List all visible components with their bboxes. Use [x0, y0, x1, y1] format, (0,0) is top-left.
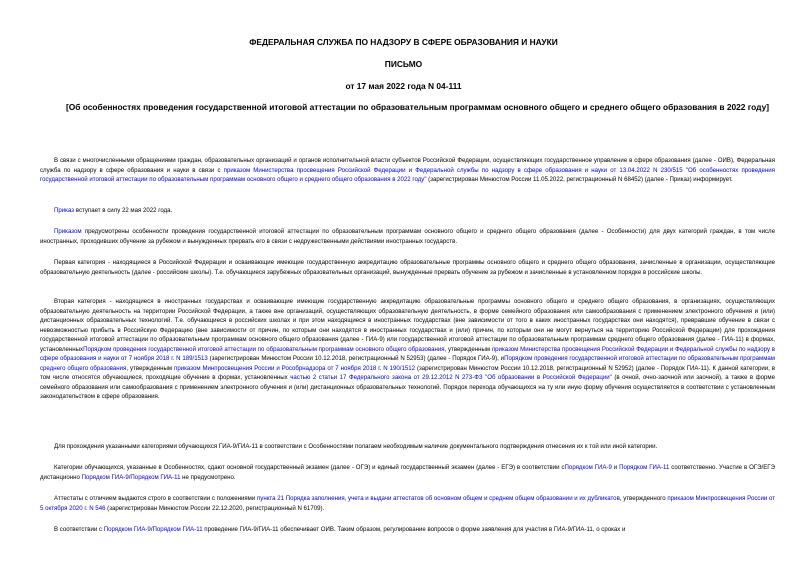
order-230-515-link[interactable]: приказом Министерства просвещения Российской Федерации и Федеральной службы по надзору в сфере образования и науки от 13.04.2022 N 230/515 "Об особенностях проведения государственной итоговой аттестации по образовательным программам основного общего и среднего общего образования в 2022 году" — [40, 166, 775, 183]
document-date-number: от 17 мая 2022 года N 04-111 — [345, 81, 462, 91]
paragraph-1 — [40, 156, 775, 185]
agency-heading: ФЕДЕРАЛЬНАЯ СЛУЖБА ПО НАДЗОРУ В СФЕРЕ ОБРАЗОВАНИЯ И НАУКИ — [249, 37, 558, 47]
paragraph-4 — [40, 258, 775, 277]
paragraph-text: (зарегистрирован Минюстом России 11.05.2022, регистрационный N 68452) (далее - Приказ) информирует. — [426, 176, 733, 183]
paragraph-9 — [40, 525, 775, 535]
procedure-gia9-link[interactable]: Порядком ГИА-9 — [103, 526, 151, 533]
paragraph-text: , утвержденным — [444, 345, 492, 353]
order-546-link[interactable]: приказом Минпросвещения России от 5 октября 2020 г. N 546 — [40, 495, 775, 512]
paragraph-8 — [40, 494, 775, 513]
paragraph-3 — [40, 227, 775, 246]
paragraph-text: вступает в силу 22 мая 2022 года. — [74, 207, 173, 214]
paragraph-text: В связи с многочисленными обращениями граждан, образовательных организаций и органов исполнительной власти субъектов Российской Федерации, осуществляющих государственное управление в сфере образования (далее - ОИВ), Федеральная служба по надзору в сфере образования и науки в связи с — [40, 157, 775, 174]
paragraph-text: (зарегистрирован Минюстом России 10.12.2018, регистрационный N 52953) (далее - Порядок ГИА-9), и — [207, 355, 505, 362]
paragraph-text: / — [128, 473, 131, 481]
procedure-gia9-link[interactable]: Порядком ГИА-9 — [564, 464, 612, 471]
paragraph-text: (зарегистрирован Минюстом России 22.12.2020, регистрационный N 61709). — [105, 504, 325, 512]
paragraph-text: , утвержденного — [619, 495, 668, 502]
paragraph-text: предусмотрены особенности проведения государственной итоговой аттестации по образовательным программам основного общего и среднего общего образования (далее - Особенности) для двух категорий граждан, в том числе иностранных, проходивших обучение за рубежом и вынужденных прервать его в связи с недружественными действиями иностранных государств. — [40, 228, 775, 245]
procedure-gia11-link[interactable]: Порядком ГИА-11 — [152, 526, 203, 533]
procedure-gia11-link[interactable]: Порядком проведения государственной итоговой аттестации по образовательным программам среднего общего образования — [40, 355, 775, 372]
paragraph-text: (в очной, очно-заочной или заочной), а также в форме семейного образования или самообразования с применением электронного обучения и (или) дистанционных образовательных технологий. Порядок перехода обучающихся на ту или иную форму обучения осуществляется в соответствии с установленным законодательством в сфере образования. — [40, 374, 775, 400]
paragraph-text: Первая категория - находящиеся в Российской Федерации и осваивающие имеющие государственную аккредитацию образовательные программы основного общего и среднего общего образования, зачисленные в организации, осуществляющие образовательную деятельность (далее - российские школы). Т.е. обучающиеся зарубежных образовательных организаций, вынужденные прервать обучение за рубежом и зачисленные в установленном порядке в российские школы. — [40, 259, 775, 276]
order-190-1512-link[interactable]: приказом Минпросвещения России и Рособрнадзора от 7 ноября 2018 г. N 190/1512 — [174, 364, 416, 372]
document-title: [Об особенностях проведения государственной итоговой аттестации по образовательным программам основного общего и среднего общего образования в 2022 году] — [65, 102, 770, 112]
paragraph-text: соответственно. Участие в ОГЭ/ЕГЭ дистанционно — [40, 464, 775, 481]
procedure-gia9-link[interactable]: Порядком проведения государственной итоговой аттестации по образовательным программам основного общего образования — [83, 345, 445, 353]
paragraph-5 — [40, 297, 775, 402]
paragraph-6 — [40, 442, 775, 452]
paragraph-7 — [40, 463, 775, 482]
order-189-1513-link[interactable]: приказом Министерства просвещения Российской Федерации и Федеральной службы по надзору в сфере образования и науки от 7 ноября 2018 г. N 189/1513 — [40, 345, 775, 362]
procedure-gia11-link[interactable]: Порядком ГИА-11 — [619, 464, 670, 471]
paragraph-text: Для прохождения указанными категориями обучающихся ГИА-9/ГИА-11 в соответствии с Особенностями полагаем необходимым наличие документального подтверждения отнесения их к той или иной категории. — [54, 443, 658, 450]
paragraph-text: Вторая категория - находящиеся в иностранных государствах и осваивающие имеющие государственную аккредитацию образовательные программы основного общего и среднего общего образования, в организациях, осуществляющих образовательную деятельность на территории Российской Федерации, а также вне организаций, осуществляющих образовательную деятельность, в форме семейного образования или самообразования с применением электронного обучения и (или) дистанционных образовательных технологий. Т.е. обучающиеся в российских школах и при этом находящиеся в иностранных государствах (вне зависимости от того в каких иностранных государствах они находятся), превравшие обучение в связи с невозможностью прибыть в Российскую Федерацию (вне зависимости от причин, по которым они находятся в иностранных государствах и (или) причин, по которым они не могут вернуться на территорию Российской Федерации) для прохождения государственной итоговой аттестации по образовательным программам основного общего образования (далее - ГИА-9) или государственной итоговой аттестации по образовательным программам среднего общего образования (далее - ГИА-11) в формах, установленных — [40, 298, 775, 353]
paragraph-text: (зарегистрирован Минюстом России 10.12.2018, регистрационный N 52952) (далее - Порядок ГИА-11). К данной категории, в том числе относятся обучающиеся, проходящие обучение в формах, установленных — [40, 364, 776, 381]
paragraph-2 — [40, 206, 775, 216]
paragraph-text: , утвержденным — [126, 364, 175, 372]
order-link[interactable]: Приказ — [54, 207, 75, 214]
paragraph-text: / — [150, 526, 153, 533]
paragraph-text: Аттестаты с отличием выдаются строго в соответствии с положениями — [54, 495, 257, 502]
paragraph-text: и — [611, 464, 620, 471]
paragraph-text: В соответствии с — [54, 526, 104, 533]
procedure-gia11-link[interactable]: Порядком ГИА-11 — [130, 473, 181, 481]
paragraph-text: не предусмотрено. — [180, 473, 236, 481]
document-type: ПИСЬМО — [384, 59, 423, 69]
paragraph-text: Категории обучающихся, указанные в Особенностях, сдают основной государственный экзамен (далее - ОГЭ) и единый государственный экзамен (далее - ЕГЭ) в соответствии с — [54, 464, 565, 471]
procedure-gia9-link[interactable]: Порядком ГИА-9 — [81, 473, 129, 481]
paragraph-text: проведение ГИА-9/ГИА-11 обеспечивает ОИВ. Таким образом, регулирование вопросов о форме заявления для участия в ГИА-9/ГИА-11, о сроках и — [202, 526, 626, 533]
certificate-procedure-link[interactable]: пункта 21 Порядка заполнения, учета и выдачи аттестатов об основном общем и среднем общем образовании и их дубликатов — [256, 495, 620, 502]
federal-law-273-link[interactable]: частью 2 статьи 17 Федерального закона от 29.12.2012 N 273-ФЗ "Об образовании в Российской Федерации" — [290, 374, 612, 381]
order-link[interactable]: Приказом — [54, 228, 82, 235]
